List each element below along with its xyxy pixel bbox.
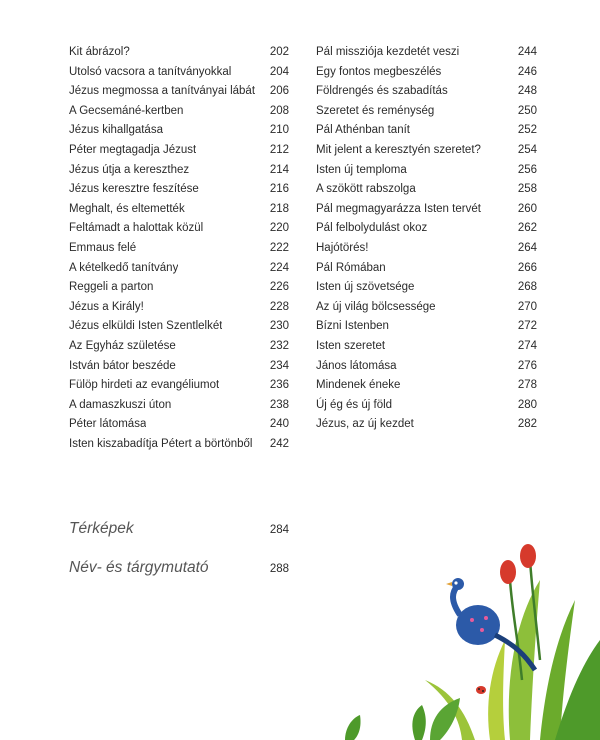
toc-entry-title: Jézus keresztre feszítése bbox=[69, 183, 199, 196]
toc-entry-page: 258 bbox=[517, 183, 537, 196]
toc-entry[interactable] bbox=[69, 121, 289, 141]
toc-entry-page: 240 bbox=[269, 418, 289, 431]
toc-entry-page: 278 bbox=[517, 379, 537, 392]
toc-entry-page: 254 bbox=[517, 143, 537, 156]
toc-entry-title: Jézus a Király! bbox=[69, 300, 144, 313]
toc-entry[interactable] bbox=[316, 102, 537, 122]
toc-entry-page: 266 bbox=[517, 261, 537, 274]
toc-entry[interactable] bbox=[316, 376, 537, 396]
toc-entry[interactable] bbox=[316, 396, 537, 416]
toc-maps-entry[interactable] bbox=[69, 520, 289, 538]
leaf-icon bbox=[430, 698, 460, 740]
toc-entry-title: Pál missziója kezdetét veszi bbox=[316, 46, 460, 58]
toc-maps-title: Térképek bbox=[69, 520, 134, 537]
toc-entry-title: Péter látomása bbox=[69, 418, 147, 431]
toc-entry-title: Hajótörés! bbox=[316, 241, 369, 254]
toc-entry[interactable] bbox=[69, 102, 289, 122]
toc-entry-page: 256 bbox=[517, 163, 537, 176]
toc-entry[interactable] bbox=[69, 82, 289, 102]
toc-entry-page: 272 bbox=[517, 320, 537, 333]
toc-entry-page: 232 bbox=[269, 339, 289, 352]
toc-index-page: 288 bbox=[269, 563, 289, 575]
toc-entry[interactable] bbox=[316, 239, 537, 259]
toc-entry-page: 214 bbox=[269, 163, 289, 176]
toc-entry-title: Péter megtagadja Jézust bbox=[69, 143, 197, 156]
toc-entry[interactable] bbox=[69, 278, 289, 298]
toc-entry[interactable] bbox=[316, 63, 537, 83]
toc-right-column bbox=[316, 43, 537, 435]
toc-entry[interactable] bbox=[69, 63, 289, 83]
toc-entry-page: 246 bbox=[517, 65, 537, 78]
toc-entry[interactable] bbox=[69, 396, 289, 416]
toc-entry[interactable] bbox=[316, 337, 537, 357]
toc-entry-title: Isten új szövetsége bbox=[316, 281, 415, 294]
toc-entry[interactable] bbox=[69, 357, 289, 377]
toc-entry-title: Feltámadt a halottak közül bbox=[69, 222, 204, 235]
toc-entry-page: 242 bbox=[269, 437, 289, 450]
toc-entry-title: Jézus elküldi Isten Szentlelkét bbox=[69, 320, 223, 333]
toc-index-title: Név- és tárgymutató bbox=[69, 559, 209, 576]
leaf-icon bbox=[412, 705, 425, 740]
toc-entry-page: 238 bbox=[269, 398, 289, 411]
toc-entry-title: Pál felbolydulást okoz bbox=[316, 222, 428, 235]
toc-entry-page: 260 bbox=[517, 202, 537, 215]
toc-entry-title: Isten új temploma bbox=[316, 163, 407, 176]
toc-entry-title: Egy fontos megbeszélés bbox=[316, 65, 442, 78]
toc-entry-title: Reggeli a parton bbox=[69, 281, 154, 294]
toc-left-column bbox=[69, 43, 289, 454]
toc-entry-page: 276 bbox=[517, 359, 537, 372]
toc-entry[interactable] bbox=[316, 43, 537, 63]
toc-entry-page: 206 bbox=[269, 85, 289, 98]
toc-entry-page: 202 bbox=[269, 46, 289, 58]
toc-entry[interactable] bbox=[69, 415, 289, 435]
toc-entry-title: Kit ábrázol? bbox=[69, 46, 130, 58]
toc-entry[interactable] bbox=[69, 435, 289, 455]
toc-entry[interactable] bbox=[316, 200, 537, 220]
toc-entry-page: 230 bbox=[269, 320, 289, 333]
toc-entry[interactable] bbox=[69, 259, 289, 279]
tulip-icon bbox=[520, 544, 536, 568]
toc-entry[interactable] bbox=[316, 415, 537, 435]
toc-entry[interactable] bbox=[316, 82, 537, 102]
toc-entry-title: A szökött rabszolga bbox=[316, 183, 416, 196]
toc-entry-title: Jézus útja a kereszthez bbox=[69, 163, 190, 176]
toc-entry-page: 270 bbox=[517, 300, 537, 313]
toc-entry-title: Földrengés és szabadítás bbox=[316, 85, 448, 98]
toc-entry[interactable] bbox=[69, 200, 289, 220]
toc-entry-title: Pál megmagyarázza Isten tervét bbox=[316, 202, 481, 215]
toc-entry-title: Szeretet és reménység bbox=[316, 104, 435, 117]
toc-entry-title: Pál Athénban tanít bbox=[316, 124, 410, 137]
toc-entry-title: Meghalt, és eltemették bbox=[69, 202, 185, 215]
toc-entry[interactable] bbox=[69, 239, 289, 259]
toc-entry-title: János látomása bbox=[316, 359, 397, 372]
toc-entry[interactable] bbox=[316, 141, 537, 161]
toc-entry-page: 236 bbox=[269, 379, 289, 392]
toc-entry-title: Mit jelent a keresztyén szeretet? bbox=[316, 143, 481, 156]
toc-entry[interactable] bbox=[69, 376, 289, 396]
leaf-icon bbox=[345, 715, 361, 740]
toc-entry-title: A damaszkuszi úton bbox=[69, 398, 172, 411]
toc-entry-page: 244 bbox=[517, 46, 537, 58]
toc-entry-page: 212 bbox=[269, 143, 289, 156]
toc-entry-title: Bízni Istenben bbox=[316, 320, 389, 333]
toc-entry[interactable] bbox=[316, 180, 537, 200]
toc-entry-page: 262 bbox=[517, 222, 537, 235]
toc-entry-page: 282 bbox=[517, 418, 537, 431]
toc-entry-title: Az új világ bölcsessége bbox=[316, 300, 436, 313]
toc-entry-title: Jézus kihallgatása bbox=[69, 124, 163, 137]
toc-entry[interactable] bbox=[316, 298, 537, 318]
toc-entry[interactable] bbox=[69, 180, 289, 200]
toc-entry-page: 204 bbox=[269, 65, 289, 78]
toc-entry[interactable] bbox=[316, 161, 537, 181]
toc-entry-title: Utolsó vacsora a tanítványokkal bbox=[69, 65, 232, 78]
ladybug-icon bbox=[476, 686, 486, 694]
toc-entry[interactable] bbox=[316, 259, 537, 279]
toc-entry-page: 252 bbox=[517, 124, 537, 137]
toc-entry-title: Mindenek éneke bbox=[316, 379, 401, 392]
toc-entry-title: Isten kiszabadítja Pétert a börtönből bbox=[69, 437, 253, 450]
toc-entry-title: Fülöp hirdeti az evangéliumot bbox=[69, 379, 220, 392]
toc-entry-page: 224 bbox=[269, 261, 289, 274]
toc-entry[interactable] bbox=[69, 161, 289, 181]
decorative-illustration bbox=[300, 540, 600, 740]
toc-entry-page: 250 bbox=[517, 104, 537, 117]
toc-entry-page: 222 bbox=[269, 241, 289, 254]
toc-entry-page: 226 bbox=[269, 281, 289, 294]
toc-entry-page: 220 bbox=[269, 222, 289, 235]
toc-entry[interactable] bbox=[316, 219, 537, 239]
toc-entry[interactable] bbox=[69, 317, 289, 337]
toc-entry-title: A Gecsemáné-kertben bbox=[69, 104, 184, 117]
toc-entry[interactable] bbox=[69, 337, 289, 357]
toc-entry[interactable] bbox=[69, 141, 289, 161]
toc-maps-page: 284 bbox=[269, 524, 289, 536]
toc-entry[interactable] bbox=[69, 298, 289, 318]
leaf-icon bbox=[488, 640, 505, 740]
toc-entry-page: 268 bbox=[517, 281, 537, 294]
toc-entry[interactable] bbox=[316, 357, 537, 377]
toc-entry-title: Az Egyház születése bbox=[69, 339, 176, 352]
toc-entry[interactable] bbox=[316, 317, 537, 337]
tulip-icon bbox=[500, 560, 516, 584]
toc-entry[interactable] bbox=[69, 43, 289, 63]
toc-entry-title: Pál Rómában bbox=[316, 261, 386, 274]
toc-entry-title: István bátor beszéde bbox=[69, 359, 176, 372]
toc-entry-page: 218 bbox=[269, 202, 289, 215]
toc-entry-title: Jézus, az új kezdet bbox=[316, 418, 414, 431]
toc-entry-title: Emmaus felé bbox=[69, 241, 137, 254]
toc-entry[interactable] bbox=[316, 278, 537, 298]
toc-entry-page: 234 bbox=[269, 359, 289, 372]
toc-entry-page: 274 bbox=[517, 339, 537, 352]
toc-index-entry[interactable] bbox=[69, 559, 289, 577]
toc-entry-title: Jézus megmossa a tanítványai lábát bbox=[69, 85, 256, 98]
toc-entry-page: 280 bbox=[517, 398, 537, 411]
toc-entry-page: 210 bbox=[269, 124, 289, 137]
toc-entry-title: Új ég és új föld bbox=[316, 398, 393, 411]
toc-entry-title: Isten szeretet bbox=[316, 339, 386, 352]
toc-entry-page: 216 bbox=[269, 183, 289, 196]
toc-entry-page: 248 bbox=[517, 85, 537, 98]
toc-entry-page: 228 bbox=[269, 300, 289, 313]
toc-entry[interactable] bbox=[316, 121, 537, 141]
toc-entry-title: A kételkedő tanítvány bbox=[69, 261, 179, 274]
toc-entry-page: 208 bbox=[269, 104, 289, 117]
toc-entry-page: 264 bbox=[517, 241, 537, 254]
toc-entry[interactable] bbox=[69, 219, 289, 239]
